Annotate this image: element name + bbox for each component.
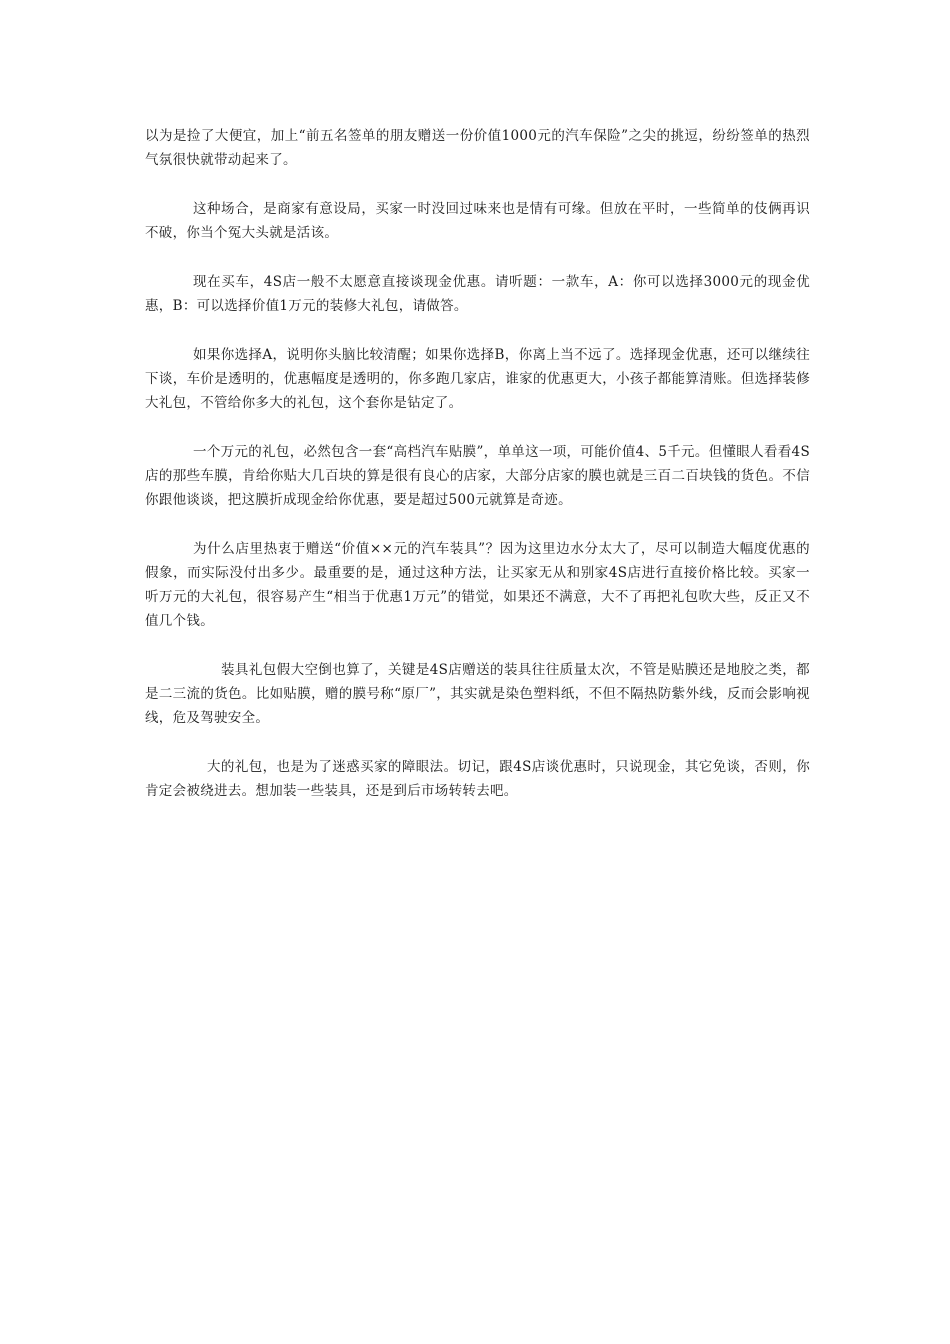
- paragraph-8: 大的礼包，也是为了迷惑买家的障眼法。切记，跟4S店谈优惠时，只说现金，其它免谈，否则，你肯定会被绕进去。想加装一些装具，还是到后市场转转去吧。: [145, 759, 810, 799]
- paragraph-4: 如果你选择A，说明你头脑比较清醒；如果你选择B，你离上当不远了。选择现金优惠，还可以继续往下谈，车价是透明的，优惠幅度是透明的，你多跑几家店，谁家的优惠更大，小孩子都能算清账。但选择装修大礼包，不管给你多大的礼包，这个套你是钻定了。: [145, 347, 810, 411]
- paragraph-5: 一个万元的礼包，必然包含一套“高档汽车贴膜”，单单这一项，可能价值4、5千元。但懂眼人看看4S店的那些车膜，肯给你贴大几百块的算是很有良心的店家，大部分店家的膜也就是三百二百块钱的货色。不信你跟他谈谈，把这膜折成现金给你优惠，要是超过500元就算是奇迹。: [145, 444, 810, 508]
- paragraph-6: 为什么店里热衷于赠送“价值××元的汽车装具”？因为这里边水分太大了，尽可以制造大幅度优惠的假象，而实际没付出多少。最重要的是，通过这种方法，让买家无从和别家4S店进行直接价格比较。买家一听万元的大礼包，很容易产生“相当于优惠1万元”的错觉，如果还不满意，大不了再把礼包吹大些，反正又不值几个钱。: [145, 541, 810, 629]
- paragraph-2: 这种场合，是商家有意设局，买家一时没回过味来也是情有可缘。但放在平时，一些简单的伎俩再识不破，你当个冤大头就是活该。: [145, 201, 810, 241]
- paragraph-1: 以为是捡了大便宜，加上“前五名签单的朋友赠送一份价值1000元的汽车保险”之尖的挑逗，纷纷签单的热烈气氛很快就带动起来了。: [145, 128, 810, 168]
- paragraph-3: 现在买车，4S店一般不太愿意直接谈现金优惠。请听题：一款车，A：你可以选择3000元的现金优惠，B：可以选择价值1万元的装修大礼包，请做答。: [145, 274, 810, 314]
- paragraph-7: 装具礼包假大空倒也算了，关键是4S店赠送的装具往往质量太次，不管是贴膜还是地胶之类，都是二三流的货色。比如贴膜，赠的膜号称“原厂”，其实就是染色塑料纸，不但不隔热防紫外线，反而会影响视线，危及驾驶安全。: [145, 662, 810, 726]
- article-body: [145, 124, 810, 828]
